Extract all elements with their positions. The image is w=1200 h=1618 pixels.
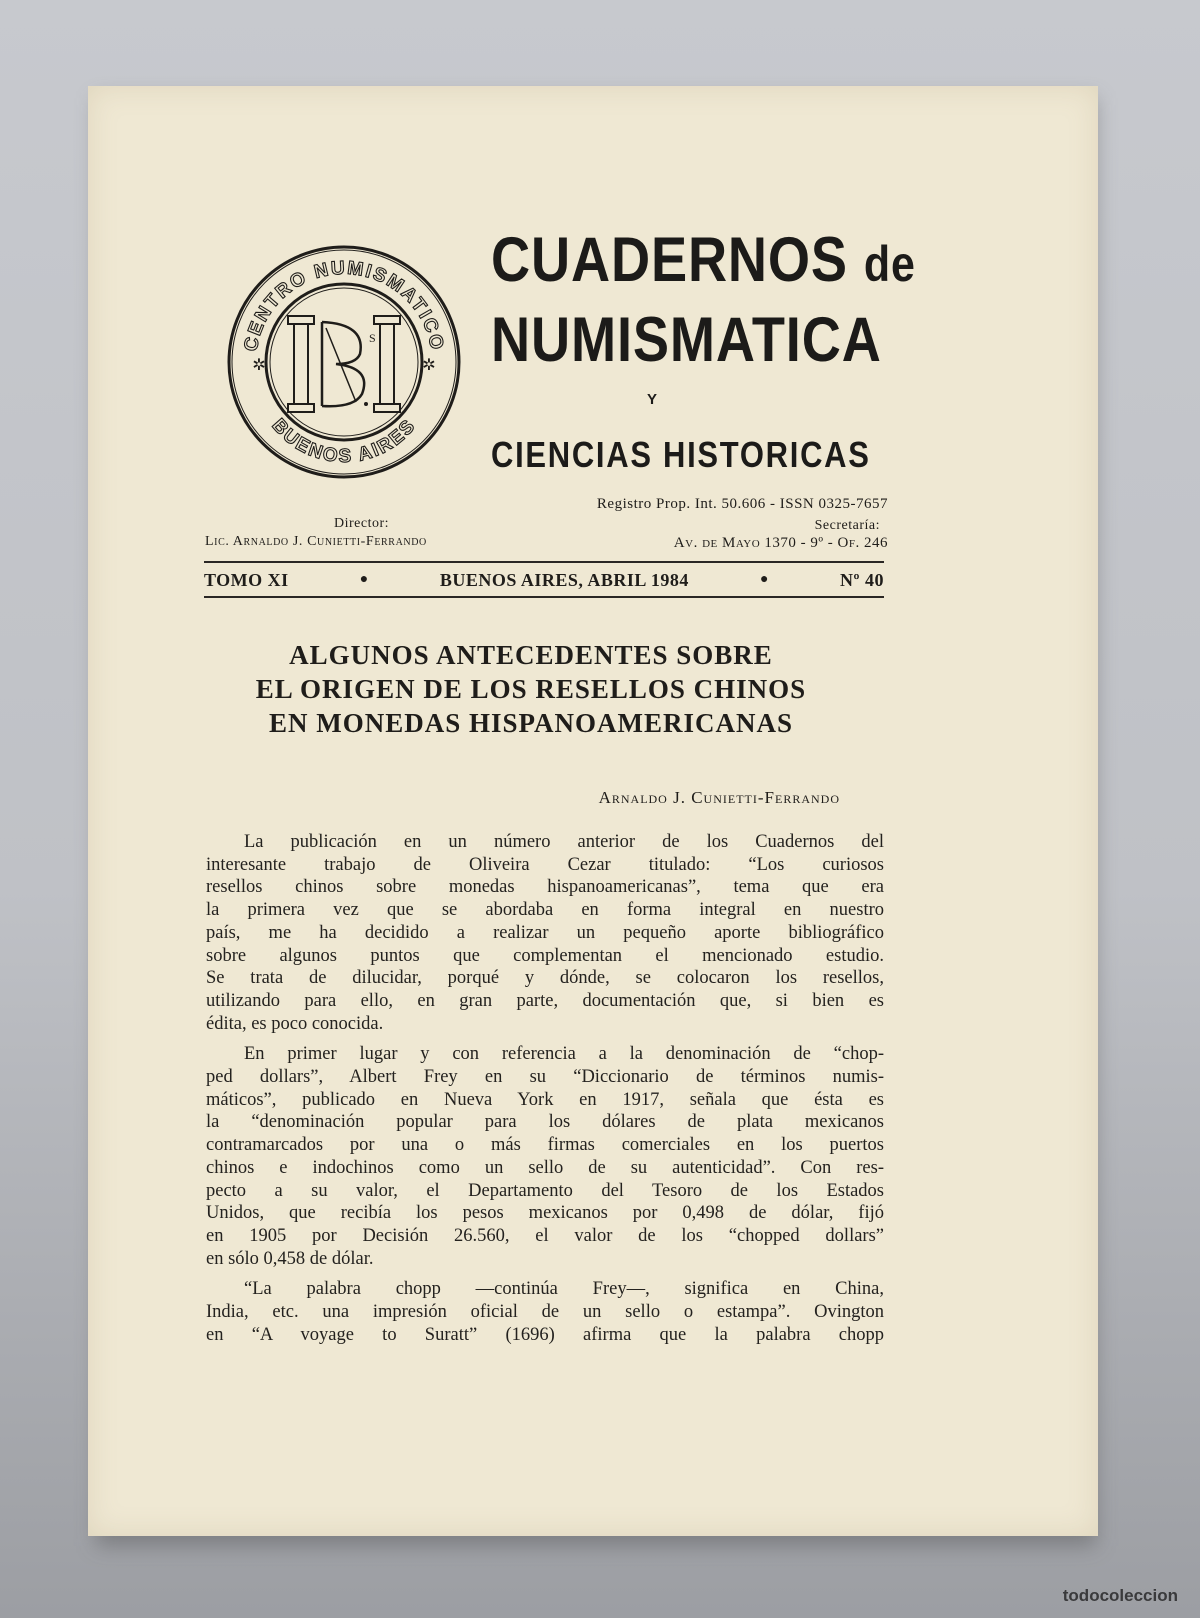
issue-rule-bottom — [204, 596, 884, 598]
document-page — [88, 86, 1098, 1536]
issue-rule-top — [204, 561, 884, 563]
centro-numismatico-seal — [226, 244, 462, 480]
secretaria-address: Av. de Mayo 1370 - 9º - Of. 246 — [673, 535, 888, 551]
body-line: Se trata de dilucidar, porqué y dónde, se colocaron los resellos, — [206, 968, 884, 989]
article-title — [88, 638, 974, 740]
bullet-separator: ● — [759, 572, 769, 587]
body-line: Unidos, que recibía los pesos mexicanos por 0,498 de dólar, fijó — [206, 1203, 884, 1224]
article-title-line: ALGUNOS ANTECEDENTES SOBRE — [289, 640, 773, 670]
body-line: en 1905 por Decisión 26.560, el valor de los “chopped dollars” — [206, 1225, 884, 1246]
body-line: resellos chinos sobre monedas hispanoamericanas”, tema que era — [206, 877, 884, 898]
svg-text:BUENOS AIRES: BUENOS AIRES — [267, 415, 421, 468]
body-line: “La palabra chopp —continúa Frey—, significa en China, — [244, 1279, 884, 1300]
svg-text:CENTRO NUMISMATICO: CENTRO NUMISMATICO — [240, 257, 448, 354]
journal-title-line1 — [491, 224, 916, 296]
article-author: Arnaldo J. Cunietti-Ferrando — [598, 788, 840, 807]
article-body — [206, 831, 884, 1346]
body-line: contramarcados por una o más firmas comerciales en los puertos — [206, 1135, 884, 1156]
body-line: pecto a su valor, el Departamento del Tesoro de los Estados — [206, 1180, 884, 1201]
issue-line — [204, 566, 884, 594]
article-title-line: EL ORIGEN DE LOS RESELLOS CHINOS — [255, 674, 807, 704]
watermark: todocoleccion — [1062, 1586, 1178, 1605]
body-line: utilizando para ello, en gran parte, documentación que, si bien es — [206, 990, 884, 1011]
body-line: La publicación en un número anterior de los Cuadernos del — [244, 832, 884, 852]
journal-title-line2: NUMISMATICA — [491, 305, 882, 375]
title-cuadernos: CUADERNOS — [491, 225, 848, 295]
body-line: India, etc. una impresión oficial de un sello o estampa”. Ovington — [206, 1302, 884, 1323]
issue-number: Nº 40 — [840, 569, 884, 590]
body-line: ped dollars”, Albert Frey en su “Diccionario de términos numis- — [206, 1067, 884, 1088]
title-de: de — [863, 236, 916, 292]
director-name: Lic. Arnaldo J. Cunietti-Ferrando — [205, 534, 427, 549]
issue-tomo: TOMO XI — [204, 569, 289, 590]
body-line: la “denominación popular para los dólares de plata mexicanos — [206, 1112, 884, 1133]
body-line: en “A voyage to Suratt” (1696) afirma que la palabra chopp — [206, 1324, 884, 1345]
bullet-separator: ● — [359, 572, 369, 587]
body-line: máticos”, publicado en Nueva York en 1917, señala que ésta es — [206, 1089, 884, 1110]
svg-text:✲: ✲ — [422, 357, 436, 374]
svg-text:✲: ✲ — [252, 357, 266, 374]
director-label: Director: — [334, 516, 390, 531]
body-line: chinos e indochinos como un sello de su autenticidad”. Con res- — [206, 1157, 884, 1178]
body-line: En primer lugar y con referencia a la denominación de “chop- — [244, 1044, 884, 1065]
body-line: sobre algunos puntos que complementan el mencionado estudio. — [206, 945, 884, 966]
svg-text:S: S — [369, 331, 376, 345]
body-line: édita, es poco conocida. — [206, 1013, 384, 1034]
issue-place-date: BUENOS AIRES, ABRIL 1984 — [439, 569, 689, 590]
body-line: interesante trabajo de Oliveira Cezar titulado: “Los curiosos — [206, 854, 884, 875]
secretaria-label: Secretaría: — [814, 518, 880, 533]
body-line: país, me ha decidido a realizar un pequeño aporte bibliográfico — [206, 922, 884, 943]
journal-title-line3: CIENCIAS HISTORICAS — [491, 434, 871, 475]
body-line: la primera vez que se abordaba en forma integral en nuestro — [206, 900, 884, 921]
body-line: en sólo 0,458 de dólar. — [206, 1248, 374, 1269]
article-title-line: EN MONEDAS HISPANOAMERICANAS — [268, 708, 794, 738]
registro-line: Registro Prop. Int. 50.606 - ISSN 0325-7657 — [596, 496, 888, 512]
journal-title-y: Y — [646, 391, 657, 408]
